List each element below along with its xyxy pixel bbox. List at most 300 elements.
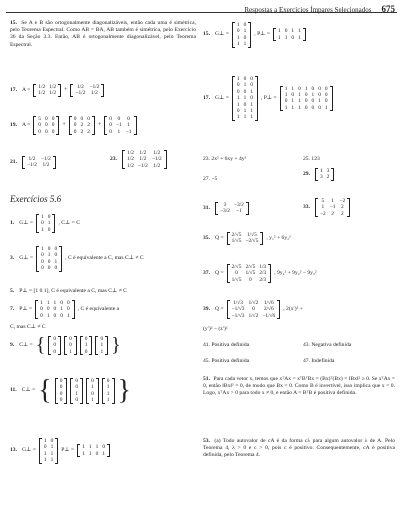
bracket-right (89, 336, 92, 355)
answer-21 (10, 156, 56, 169)
matrix-entry: 1 (291, 98, 295, 105)
matrix-entry: −1/√6 (262, 312, 276, 319)
vector (70, 378, 83, 404)
matrix-entry: 0 (46, 306, 50, 313)
answer-text: 45. Positiva definida (203, 358, 250, 364)
answer-47 (303, 358, 334, 365)
set-open-brace: { (38, 375, 52, 407)
matrix-entry: 0 (75, 378, 79, 384)
matrix-entry: 1/2 (28, 156, 36, 162)
answer-text: 23. 2x² + 6xy + 4y² (203, 156, 247, 162)
matrix-entry: 1 (46, 300, 50, 306)
equation-lhs: P⊥ = (61, 447, 75, 454)
matrix-entry: 0 (40, 306, 43, 313)
matrix-entries (218, 202, 246, 215)
matrix-entries (39, 246, 59, 272)
answer-43 (303, 342, 351, 349)
matrix-entry: 1 (88, 444, 92, 451)
matrix-entry: 1 (41, 246, 44, 252)
answer-number: 15. (203, 31, 210, 38)
answer-7-tail (10, 324, 46, 331)
bracket-right (53, 156, 56, 169)
matrix-entry: 0 (41, 252, 44, 259)
answer-number: 1. (10, 220, 15, 226)
matrix-entry: 0 (250, 76, 253, 82)
matrix-entry: 1 (278, 28, 281, 35)
matrix-entry: 1 (278, 34, 281, 41)
matrix-entry: 0 (304, 104, 308, 111)
matrix-entry: 1/√5 (245, 270, 256, 277)
matrix-entry: 1 (324, 104, 328, 111)
matrix-entry: 1/2 (153, 162, 161, 169)
matrix-entry: 0 (284, 98, 288, 105)
equation-lhs: G⊥ = (19, 220, 34, 226)
matrix-entry: 0 (59, 397, 63, 404)
matrix-entry: 0 (243, 101, 247, 108)
matrix-entry: 1/2 (127, 150, 134, 156)
matrix-entry: 0 (54, 265, 58, 272)
matrix-entry: 1 (100, 342, 104, 349)
matrix-entry: 1 (250, 108, 253, 115)
answer-number: 9. (10, 342, 15, 348)
matrix-entries (98, 336, 105, 355)
matrix-entry: 1 (284, 92, 288, 99)
answer-number: 51. (203, 376, 210, 382)
bracket-right (55, 438, 58, 464)
matrix-entry: 1 (321, 204, 325, 211)
matrix-entry: 0 (73, 128, 77, 135)
matrix-entry: 1 (91, 384, 94, 391)
bracket-right (277, 300, 280, 319)
running-title: Respostas a Exercícios Ímpares Selecionados (244, 6, 372, 14)
matrix (35, 300, 75, 319)
matrix-entry: 0 (318, 85, 321, 92)
matrix-entry: 1/2 (49, 84, 57, 90)
matrix-entries (39, 214, 52, 233)
answer-text: 25. 123 (303, 156, 320, 162)
matrix-entries (58, 378, 65, 404)
matrix-entry: 1 (84, 342, 88, 349)
vector (86, 378, 99, 404)
bracket-right (56, 116, 59, 135)
set-open-brace: { (35, 334, 46, 356)
answer-33 (303, 198, 350, 217)
set-close-brace: } (117, 375, 131, 407)
answer-text: P⊥ = [1 0 1], C é equivalente a C, mas C⊥ ≠ C (19, 288, 127, 294)
matrix-entry: 0 (91, 390, 94, 397)
matrix-entry: 0 (324, 85, 328, 92)
answer-number: 17. (203, 94, 210, 101)
matrix-entries (283, 86, 330, 112)
answer-rest: , C é equivalente a C, mas C⊥ ≠ C (65, 255, 144, 262)
answer-text: Para cada vetor x, temos que xᵀAx = xᵀBᵀBx = (Bx)ᵀ(Bx) = ‖Bx‖² ≥ 0. Se xᵀAx = 0, então ‖Bx‖² = 0, de modo que Bx = 0. Como B é invertível, isso implica que x = 0. Logo, xᵀAx > 0 para todo x ≠ 0, e então A = BᵀB é positiva definida. (203, 376, 396, 397)
matrix-entry: 0 (84, 348, 88, 355)
answer-39-tail (203, 326, 227, 333)
matrix-entry: 1/√5 (231, 276, 242, 283)
bracket-right (58, 336, 61, 355)
answer-1 (10, 214, 80, 233)
matrix-entry: 0 (73, 122, 77, 129)
matrix-entry: −2 (320, 210, 326, 217)
answer-text: (y′)² − (z′)² (203, 326, 228, 332)
answer-45 (203, 358, 249, 365)
matrix-entries (230, 300, 278, 319)
matrix (273, 28, 306, 41)
matrix-entry: 1/√2 (248, 300, 259, 306)
matrix-entry: 1 (291, 85, 295, 92)
matrix-entry: 1 (236, 76, 240, 82)
matrix (232, 22, 251, 48)
matrix-entry: 1 (243, 108, 247, 115)
matrix-entry: 1 (47, 220, 51, 227)
matrix-entry: 2/√5 (245, 264, 256, 270)
matrix-entry: 0 (304, 98, 308, 105)
matrix (39, 438, 58, 464)
vector (102, 378, 115, 404)
matrix-entry: −3/2 (220, 208, 230, 215)
matrix-entry: −1 (236, 208, 242, 215)
matrix-entry: 1 (311, 92, 315, 99)
matrix-entry: 0 (109, 128, 112, 135)
matrix-entry: −1/√3 (231, 306, 245, 313)
equation-lhs: A = (22, 86, 31, 93)
matrix-entry: 1/√2 (248, 312, 259, 319)
matrix-entry: 1/2 (38, 90, 46, 97)
matrix-entry: 1 (291, 104, 295, 111)
matrix-entry: 0 (41, 220, 44, 227)
answer-31 (203, 202, 249, 215)
matrix-entry: 1 (298, 92, 301, 99)
matrix-entry: 2/√6 (263, 306, 274, 313)
matrix-entry: 1 (284, 34, 288, 41)
matrix-entry: 1/√6 (263, 300, 274, 306)
matrix-entry: 0 (66, 300, 70, 306)
answer-number: 53. (203, 438, 210, 444)
bracket-right (64, 378, 67, 404)
matrix-entry: 0 (41, 265, 44, 272)
matrix-entry: 0 (45, 116, 48, 122)
answer-number: 21. (10, 158, 17, 165)
matrix-entry: 0 (236, 82, 240, 89)
matrix-entry: 0 (243, 76, 247, 82)
vector (48, 336, 61, 355)
matrix-entry: 0 (47, 246, 51, 252)
matrix-entry: 1/2 (139, 150, 147, 156)
equation-lhs: Q = (215, 306, 224, 312)
matrix (33, 116, 59, 135)
matrix-entry: 2 (87, 128, 90, 135)
bracket-right (134, 116, 137, 135)
matrix-entry: 0 (298, 85, 301, 92)
answer-number: 3. (10, 255, 15, 262)
matrix-entry: 1 (46, 312, 50, 319)
answer-number: 37. (203, 270, 210, 276)
answer-15 (203, 22, 306, 48)
matrix-entries (276, 28, 303, 41)
matrix-entry: 1 (106, 384, 110, 391)
matrix-entry: 1 (53, 300, 57, 306)
matrix-entry: 1 (95, 444, 99, 451)
matrix-entry: 1 (50, 450, 54, 457)
matrix-entry: 1 (298, 104, 301, 111)
matrix-entry: 1 (236, 114, 240, 121)
matrix-entry: 1 (320, 168, 323, 174)
bracket-right (255, 76, 258, 121)
matrix-entry: 2/√5 (231, 232, 242, 238)
plus-sign: + (62, 122, 66, 128)
equation-lhs: C⊥ = (19, 342, 33, 348)
matrix-entry: 1 (331, 198, 334, 204)
answer-text: 43. Negativa definida (303, 342, 352, 348)
matrix-entry: 1 (117, 128, 121, 135)
matrix-entry: 0 (311, 85, 315, 92)
matrix-entry: 1/2 (38, 84, 46, 90)
matrix-entry: 2/3 (259, 276, 267, 283)
answer-35 (203, 232, 291, 245)
matrix-entry: 0 (324, 98, 328, 105)
answer-text: C, mas C⊥ ≠ C (10, 324, 46, 330)
matrix-entry: 0 (50, 438, 54, 444)
matrix-entry: 1 (243, 28, 247, 35)
matrix-entries (89, 378, 96, 404)
section-title: Exercícios 5.6 (10, 194, 62, 204)
matrix-entry: 1 (298, 28, 301, 35)
matrix-entry: 0 (84, 336, 88, 342)
matrix-entry: 2 (341, 204, 344, 211)
answer-29 (303, 168, 334, 181)
answer-9 (10, 336, 121, 355)
vector (64, 336, 77, 355)
bracket-right (101, 84, 104, 97)
matrix-entry: 0 (47, 265, 51, 272)
matrix-entry: 0 (59, 384, 63, 391)
bracket-right (58, 84, 61, 97)
matrix-entry: 1 (236, 34, 240, 41)
matrix-entry: 1 (66, 312, 70, 319)
matrix-entry: 1 (43, 457, 47, 464)
matrix-entries (25, 156, 53, 169)
matrix-entry: 2 (80, 128, 84, 135)
matrix-entry: 0 (80, 116, 84, 122)
matrix-entry: 0 (54, 252, 58, 259)
matrix-entry: 1 (304, 85, 308, 92)
matrix-entry: 1 (298, 34, 301, 41)
matrix-entry: 1 (43, 438, 47, 444)
matrix-entry: 0 (51, 122, 55, 129)
matrix-entry: 1 (284, 104, 288, 111)
matrix-entries (83, 336, 90, 355)
matrix-entry: 1 (243, 114, 247, 121)
matrix (122, 150, 167, 169)
matrix-entry: 0 (53, 306, 57, 313)
matrix-entry: 2/3 (259, 270, 267, 277)
matrix-entry: 0 (304, 92, 308, 99)
matrix-entry: 0 (45, 122, 48, 129)
bracket-right (164, 150, 167, 169)
answer-rest: , 9y₁² + 9y₂² − 9y₃² (274, 270, 317, 276)
matrix-entry: −1/2 (89, 84, 100, 90)
matrix-entry: 3 (326, 168, 330, 174)
answer-15 (10, 20, 196, 49)
matrix (33, 84, 61, 97)
matrix-entry: 0 (311, 98, 315, 105)
matrix-entry: −1 (125, 128, 132, 135)
matrix (70, 84, 104, 97)
matrix-entry: 1/2 (76, 84, 84, 90)
matrix-entry: 0 (250, 82, 253, 89)
answer-number: 7. (10, 306, 15, 312)
bracket-right (52, 214, 55, 233)
answer-3 (10, 246, 144, 272)
matrix-entries (36, 116, 56, 135)
equation-lhs: P⊥ = (19, 306, 33, 312)
matrix-entry: 0 (75, 397, 79, 404)
matrix-entry: 0 (291, 92, 295, 99)
matrix-entry: 1 (243, 41, 247, 48)
bracket-right (96, 378, 99, 404)
matrix-entry: 0 (318, 92, 321, 99)
matrix-entry: −1 (116, 122, 122, 129)
equation-lhs: G⊥ = (215, 31, 229, 38)
answer-number: 23. (110, 156, 117, 162)
matrix-entry: 0 (51, 128, 55, 135)
matrix-entry: −1/2 (151, 156, 162, 163)
answer-rest: , C é equivalente a (77, 306, 120, 312)
answer-23 (203, 156, 246, 163)
equation-lhs: G⊥ = (19, 255, 34, 262)
matrix-entry: −1/2 (27, 162, 37, 169)
answer-text: Se A e B são ortogonalmente diagonalizáveis, então cada uma é simétrica, pelo Teorema Espectral. Como AB = BA, AB também é simétrica, pelo Exercício 36 da Seção 3.3. Então, AB é ortogonalmente diagonalizável, pelo Teorema Espectral. (10, 20, 196, 48)
matrix-entry: 1 (127, 122, 130, 129)
matrix-entry: 1 (102, 450, 106, 457)
matrix (315, 168, 334, 181)
answer-number: 33. (303, 204, 310, 210)
answer-text: 41. Positiva definida (203, 342, 250, 348)
equation-lhs: C⊥ = (21, 387, 36, 394)
matrix-entry: −1/2 (137, 162, 148, 169)
matrix-entry: 3 (320, 174, 323, 181)
matrix-entry: −2 (339, 198, 346, 204)
set-close-brace: } (111, 334, 121, 356)
matrix-entries (80, 444, 107, 457)
answer-text: 27. −5 (203, 176, 218, 182)
matrix-entry: 1/√3 (233, 300, 243, 306)
matrix-entry: 1 (250, 114, 253, 121)
bracket-right (331, 168, 334, 181)
matrix-entry: 1 (284, 85, 288, 92)
bracket-right (330, 86, 333, 112)
answer-number: 35. (203, 234, 210, 241)
matrix-entries (318, 168, 331, 181)
answer-number: 19. (10, 122, 17, 128)
answer-7 (10, 300, 119, 319)
matrix-entry: 3 (223, 202, 227, 208)
matrix-entry: 1/2 (153, 150, 161, 156)
matrix (315, 198, 350, 217)
matrix-entry: 1/2 (42, 162, 50, 169)
answer-5 (10, 288, 127, 295)
matrix-entry: 0 (66, 306, 70, 313)
matrix-entry: 0 (311, 104, 315, 111)
matrix-entry: 1 (82, 444, 85, 451)
matrix-entries (72, 116, 92, 135)
matrix-entry: 0 (59, 390, 63, 397)
matrix-entry: 2 (341, 210, 344, 217)
matrix-entries (36, 84, 58, 97)
equation-lhs: , P⊥ = (254, 31, 270, 38)
matrix-entry: 1/2 (127, 156, 134, 163)
matrix-entry: 1 (54, 258, 58, 265)
matrix-entry: 0 (53, 342, 57, 349)
matrix-entry: 0 (102, 444, 106, 451)
matrix-entry: 0 (235, 270, 238, 277)
matrix-entries (125, 150, 164, 169)
matrix-entry: 0 (69, 336, 72, 342)
matrix-entry: −1 (329, 204, 336, 211)
matrix-entry: −1/√3 (231, 312, 245, 319)
matrix-entry: 0 (236, 108, 240, 115)
matrix-entry: 1 (41, 214, 44, 220)
matrix-entry: 1 (236, 95, 240, 102)
plus-sign: + (97, 122, 102, 128)
answer-number: 13. (10, 447, 17, 454)
matrix-entry: 0 (41, 258, 44, 265)
answer-number: 39. (203, 306, 210, 312)
matrix-entry: 0 (91, 378, 94, 384)
matrix-entry: 0 (250, 95, 253, 102)
answer-19 (10, 116, 137, 135)
matrix-entry: 1 (40, 300, 43, 306)
answer-11 (10, 375, 131, 407)
matrix-entry: 1 (47, 252, 51, 259)
matrix-entry: 1 (243, 95, 247, 102)
plus-sign: + (64, 86, 68, 93)
matrix (280, 86, 333, 112)
matrix-entry: 1/√5 (246, 232, 257, 238)
matrix (227, 232, 264, 245)
matrix-entry: 0 (252, 306, 255, 313)
matrix-entries (105, 378, 112, 404)
matrix-entry: 1/2 (90, 90, 98, 97)
matrix-entries (42, 438, 55, 464)
matrix-entry: 1/2 (127, 162, 134, 169)
matrix-entry: 2 (87, 122, 90, 129)
matrix-entry: 0 (87, 116, 90, 122)
matrix-entry: 0 (318, 104, 321, 111)
matrix-entry: 0 (243, 22, 247, 28)
equation-lhs: , P⊥ = (260, 94, 277, 101)
matrix-entry: 1 (236, 101, 240, 108)
matrix-entry: 1 (91, 397, 94, 404)
answer-25 (303, 156, 320, 163)
answer-41 (203, 342, 249, 349)
matrix-entries (230, 232, 261, 245)
bracket-right (105, 336, 108, 355)
matrix-entry: 0 (51, 116, 55, 122)
matrix-entry: 0 (54, 246, 58, 252)
matrix (36, 246, 62, 272)
equation-lhs: G⊥ = (22, 447, 36, 454)
equation-lhs: G⊥ = (215, 94, 229, 101)
matrix-entry: 0 (100, 336, 104, 342)
matrix-entry: 0 (236, 88, 240, 95)
matrix-entries (38, 300, 72, 319)
answer-39 (203, 300, 303, 319)
matrix-entry: 0 (43, 444, 47, 451)
matrix-entries (107, 116, 133, 135)
answer-number: 17. (10, 86, 17, 93)
answer-23 (110, 150, 167, 169)
